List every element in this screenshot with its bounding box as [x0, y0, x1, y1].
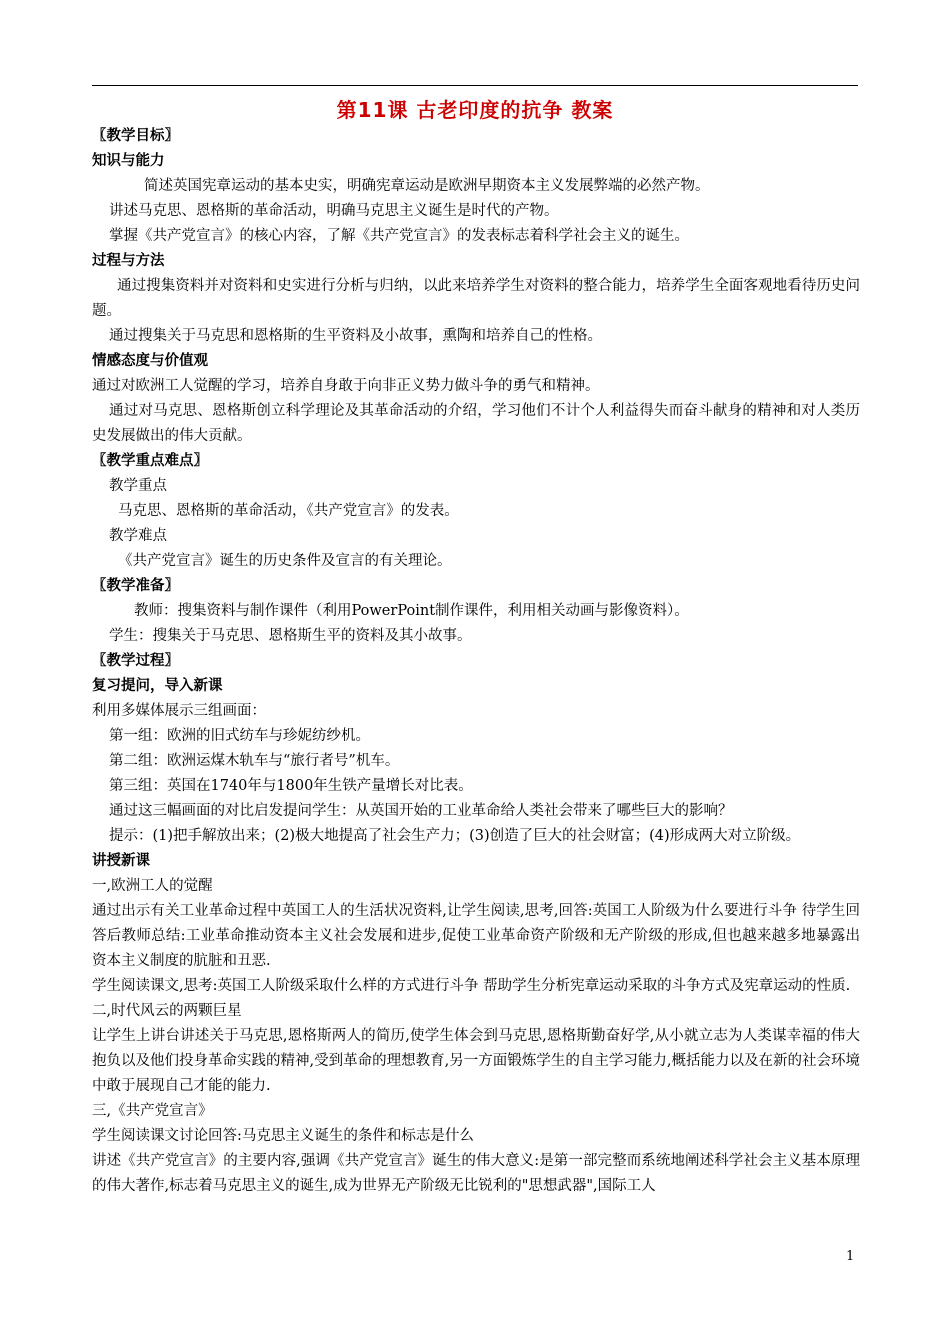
body-paragraph: 教师：搜集资料与制作课件（利用PowerPoint制作课件，利用相关动画与影像资料）。	[134, 603, 689, 619]
section-heading: 〖教学过程〗	[92, 653, 179, 669]
section-heading: 过程与方法	[92, 253, 165, 269]
section-heading: 复习提问，导入新课	[92, 678, 223, 694]
body-paragraph: 讲述《共产党宣言》的主要内容,强调《共产党宣言》诞生的伟大意义:是第一部完整而系统地阐述科学社会主义基本原理的伟大著作,标志着马克思主义的诞生,成为世界无产阶级无比锐利的"思想武器",国际工人	[92, 1153, 860, 1194]
section-heading: 情感态度与价值观	[92, 353, 208, 369]
body-paragraph: 让学生上讲台讲述关于马克思,恩格斯两人的简历,使学生体会到马克思,恩格斯勤奋好学,从小就立志为人类谋幸福的伟大抱负以及他们投身革命实践的精神,受到革命的理想教育,另一方面锻炼学生的自主学习能力,概括能力以及在新的社会环境中敢于展现自己才能的能力.	[92, 1028, 860, 1094]
body-paragraph: 通过出示有关工业革命过程中英国工人的生活状况资料,让学生阅读,思考,回答:英国工人阶级为什么要进行斗争 待学生回答后教师总结:工业革命推动资本主义社会发展和进步,促使工业革命资产阶级和无产阶级的形成,但也越来越多地暴露出资本主义制度的肮脏和丑恶.	[92, 903, 860, 969]
body-paragraph: 一,欧洲工人的觉醒	[92, 878, 213, 894]
section-heading: 讲授新课	[92, 853, 150, 869]
body-paragraph: 第三组：英国在1740年与1800年生铁产量增长对比表。	[109, 778, 473, 794]
body-paragraph: 通过对欧洲工人觉醒的学习，培养自身敢于向非正义势力做斗争的勇气和精神。	[92, 378, 600, 394]
section-heading: 〖教学准备〗	[92, 578, 179, 594]
body-paragraph: 学生阅读课文讨论回答:马克思主义诞生的条件和标志是什么	[92, 1128, 474, 1144]
body-paragraph: 二,时代风云的两颗巨星	[92, 1003, 242, 1019]
document-body	[92, 124, 860, 1199]
page-number: 1	[846, 1249, 855, 1264]
body-paragraph: 教学重点	[109, 478, 167, 494]
body-paragraph: 马克思、恩格斯的革命活动，《共产党宣言》的发表。	[118, 503, 459, 519]
body-paragraph: 通过对马克思、恩格斯创立科学理论及其革命活动的介绍，学习他们不计个人利益得失而奋斗献身的精神和对人类历史发展做出的伟大贡献。	[92, 403, 860, 444]
body-paragraph: 学生：搜集关于马克思、恩格斯生平的资料及其小故事。	[109, 628, 472, 644]
section-heading: 〖教学重点难点〗	[92, 453, 208, 469]
body-paragraph: 第一组：欧洲的旧式纺车与珍妮纺纱机。	[109, 728, 370, 744]
section-heading: 〖教学目标〗	[92, 128, 179, 144]
body-paragraph: 通过搜集资料并对资料和史实进行分析与归纳，以此来培养学生对资料的整合能力，培养学生全面客观地看待历史问题。	[92, 278, 860, 319]
body-paragraph: 讲述马克思、恩格斯的革命活动，明确马克思主义诞生是时代的产物。	[109, 203, 559, 219]
body-paragraph: 简述英国宪章运动的基本史实，明确宪章运动是欧洲早期资本主义发展弊端的必然产物。	[144, 178, 710, 194]
body-paragraph: 通过搜集关于马克思和恩格斯的生平资料及小故事，熏陶和培养自己的性格。	[109, 328, 602, 344]
body-paragraph: 提示：(1)把手解放出来；(2)极大地提高了社会生产力；(3)创造了巨大的社会财富；(4)形成两大对立阶级。	[109, 828, 801, 844]
body-paragraph: 第二组：欧洲运煤木轨车与“旅行者号”机车。	[109, 753, 400, 769]
body-paragraph: 《共产党宣言》诞生的历史条件及宣言的有关理论。	[118, 553, 452, 569]
body-paragraph: 三,《共产党宣言》	[92, 1103, 213, 1119]
header-rule	[92, 85, 858, 86]
body-paragraph: 教学难点	[109, 528, 167, 544]
document-title: 第11课 古老印度的抗争 教案	[336, 98, 614, 122]
body-paragraph: 通过这三幅画面的对比启发提问学生：从英国开始的工业革命给人类社会带来了哪些巨大的影响？	[109, 803, 733, 819]
section-heading: 知识与能力	[92, 153, 165, 169]
body-paragraph: 掌握《共产党宣言》的核心内容，了解《共产党宣言》的发表标志着科学社会主义的诞生。	[109, 228, 689, 244]
body-paragraph: 利用多媒体展示三组画面：	[92, 703, 266, 719]
body-paragraph: 学生阅读课文,思考:英国工人阶级采取什么样的方式进行斗争 帮助学生分析宪章运动采取的斗争方式及宪章运动的性质.	[92, 978, 851, 994]
